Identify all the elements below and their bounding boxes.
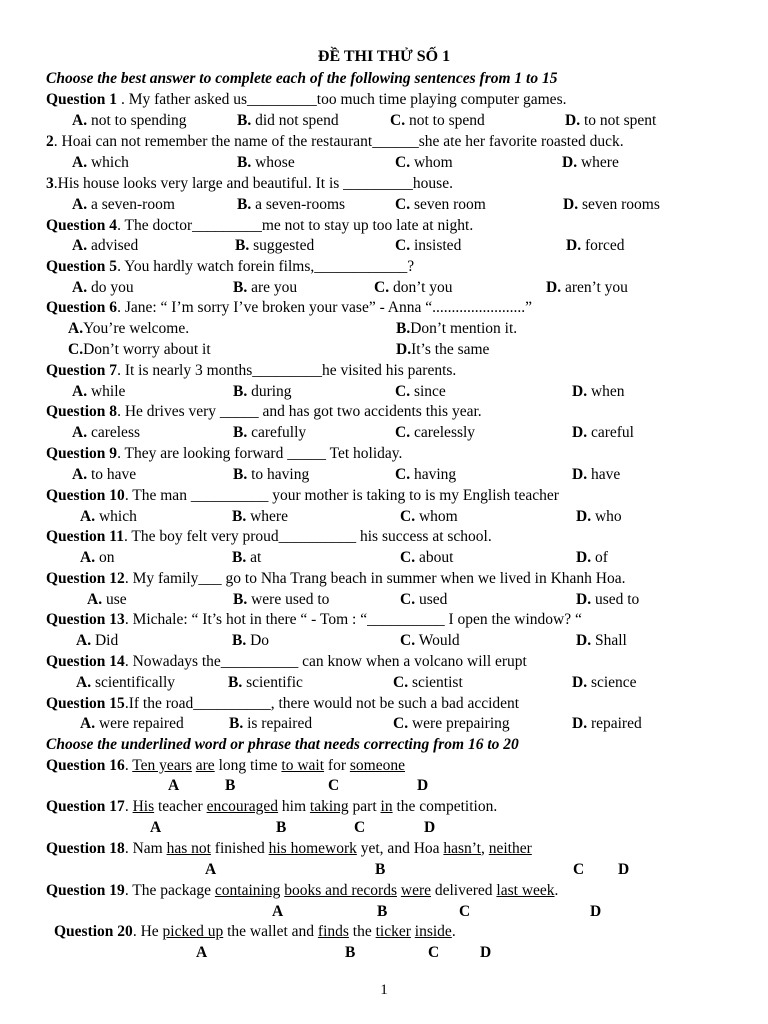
question-3: 3.His house looks very large and beautiful. It is _________house. — [46, 175, 453, 192]
option-a: A. while — [72, 383, 126, 400]
question-14: Question 14. Nowadays the__________ can know when a volcano will erupt — [46, 653, 527, 670]
question-15: Question 15.If the road__________, there would not be such a bad accident — [46, 695, 520, 712]
option-c: C. whom — [400, 508, 458, 525]
option-c: C. since — [395, 383, 446, 400]
question-12: Question 12. My family___ go to Nha Trang beach in summer when we lived in Khanh Hoa. — [46, 570, 626, 587]
marker-b: B — [276, 819, 287, 836]
question-18: Question 18. Nam has not finished his homework yet, and Hoa hasn’t, neither — [46, 840, 532, 857]
option-a: A. were repaired — [80, 715, 184, 732]
page-number: 1 — [380, 982, 388, 998]
option-a: A. on — [80, 549, 115, 566]
question-5: Question 5. You hardly watch forein films,____________? — [46, 258, 415, 275]
option-c: C. Would — [400, 632, 460, 649]
option-a: A. not to spending — [72, 112, 187, 129]
question-17: Question 17. His teacher encouraged him taking part in the competition. — [46, 798, 498, 815]
question-7: Question 7. It is nearly 3 months_________he visited his parents. — [46, 362, 457, 379]
question-19: Question 19. The package containing books and records were delivered last week. — [46, 882, 559, 899]
question-4: Question 4. The doctor_________me not to stay up too late at night. — [46, 217, 474, 234]
question-6: Question 6. Jane: “ I’m sorry I’ve broken your vase” - Anna “........................” — [46, 299, 532, 316]
marker-b: B — [375, 861, 386, 878]
option-b: B. scientific — [228, 674, 303, 691]
option-b: B. where — [232, 508, 288, 525]
option-d: D. forced — [566, 237, 625, 254]
option-c: C. not to spend — [390, 112, 485, 129]
marker-c: C — [428, 944, 440, 961]
marker-d: D — [417, 777, 429, 794]
question-10: Question 10. The man __________ your mother is taking to is my English teacher — [46, 487, 559, 504]
option-b: B. is repaired — [229, 715, 313, 732]
option-b: B. were used to — [233, 591, 330, 608]
option-d: D. seven rooms — [563, 196, 660, 213]
option-d: D. used to — [576, 591, 640, 608]
page-title: ĐỀ THI THỬ SỐ 1 — [317, 48, 451, 65]
option-b: B. suggested — [235, 237, 315, 254]
option-b: B. did not spend — [237, 112, 339, 129]
marker-c: C — [573, 861, 585, 878]
option-d: D. where — [562, 154, 619, 171]
option-b: B. to having — [233, 466, 310, 483]
option-c: C. don’t you — [374, 279, 453, 296]
option-c: C. carelessly — [395, 424, 476, 441]
option-b: B. during — [233, 383, 292, 400]
option-a: A. careless — [72, 424, 141, 441]
option-d: D. to not spent — [565, 112, 657, 129]
option-c: C. used — [400, 591, 448, 608]
option-a: A. do you — [72, 279, 134, 296]
option-d: D. science — [572, 674, 637, 691]
option-a: A. which — [80, 508, 137, 525]
instruction-part2: Choose the underlined word or phrase that needs correcting from 16 to 20 — [46, 736, 519, 753]
option-c: C. scientist — [393, 674, 463, 691]
option-a: A. a seven-room — [72, 196, 175, 213]
marker-c: C — [459, 903, 471, 920]
marker-d: D — [590, 903, 602, 920]
option-d: D. have — [572, 466, 621, 483]
option-a: A. advised — [72, 237, 139, 254]
option-d: D. careful — [572, 424, 634, 441]
option-b: B. whose — [237, 154, 295, 171]
option-a: A. Did — [76, 632, 119, 649]
option-d: D.It’s the same — [396, 341, 490, 358]
option-b: B. Do — [232, 632, 270, 649]
question-20: Question 20. He picked up the wallet and finds the ticker inside. — [54, 923, 456, 940]
option-c: C. about — [400, 549, 454, 566]
option-a: A. use — [87, 591, 127, 608]
question-13: Question 13. Michale: “ It’s hot in there “ - Tom : “__________ I open the window? “ — [46, 611, 582, 628]
option-b: B. carefully — [233, 424, 307, 441]
marker-b: B — [225, 777, 236, 794]
marker-a: A — [272, 903, 284, 920]
option-d: D. when — [572, 383, 625, 400]
marker-b: B — [377, 903, 388, 920]
option-a: A. to have — [72, 466, 137, 483]
marker-d: D — [424, 819, 436, 836]
option-c: C. seven room — [395, 196, 486, 213]
option-b: B. a seven-rooms — [237, 196, 346, 213]
marker-d: D — [480, 944, 492, 961]
option-d: D. aren’t you — [546, 279, 628, 296]
marker-c: C — [354, 819, 366, 836]
option-c: C. insisted — [395, 237, 462, 254]
option-c: C.Don’t worry about it — [68, 341, 211, 358]
question-text: . My father asked us_________too much time playing computer games. — [117, 91, 567, 108]
option-d: D. who — [576, 508, 622, 525]
question-11: Question 11. The boy felt very proud__________ his success at school. — [46, 528, 492, 545]
marker-a: A — [205, 861, 217, 878]
option-c: C. whom — [395, 154, 453, 171]
question-label: Question 1 — [46, 91, 118, 108]
option-d: D. repaired — [572, 715, 642, 732]
marker-a: A — [150, 819, 162, 836]
option-b: B.Don’t mention it. — [396, 320, 518, 337]
option-b: B. are you — [233, 279, 298, 296]
question-1 — [46, 90, 566, 109]
question-2: 2. Hoai can not remember the name of the restaurant______she ate her favorite roasted duck. — [46, 133, 624, 150]
option-a: A.You’re welcome. — [68, 320, 190, 337]
marker-b: B — [345, 944, 356, 961]
marker-d: D — [618, 861, 630, 878]
marker-a: A — [168, 777, 180, 794]
question-8: Question 8. He drives very _____ and has got two accidents this year. — [46, 403, 482, 420]
question-9: Question 9. They are looking forward _____ Tet holiday. — [46, 445, 403, 462]
option-a: A. which — [72, 154, 129, 171]
marker-c: C — [328, 777, 340, 794]
marker-a: A — [196, 944, 208, 961]
option-a: A. scientifically — [76, 674, 176, 691]
option-d: D. Shall — [576, 632, 627, 649]
instruction-part1: Choose the best answer to complete each of the following sentences from 1 to 15 — [46, 70, 558, 87]
option-d: D. of — [576, 549, 608, 566]
option-b: B. at — [232, 549, 262, 566]
option-c: C. having — [395, 466, 457, 483]
question-16: Question 16. Ten years are long time to wait for someone — [46, 757, 405, 774]
option-c: C. were prepairing — [393, 715, 510, 732]
